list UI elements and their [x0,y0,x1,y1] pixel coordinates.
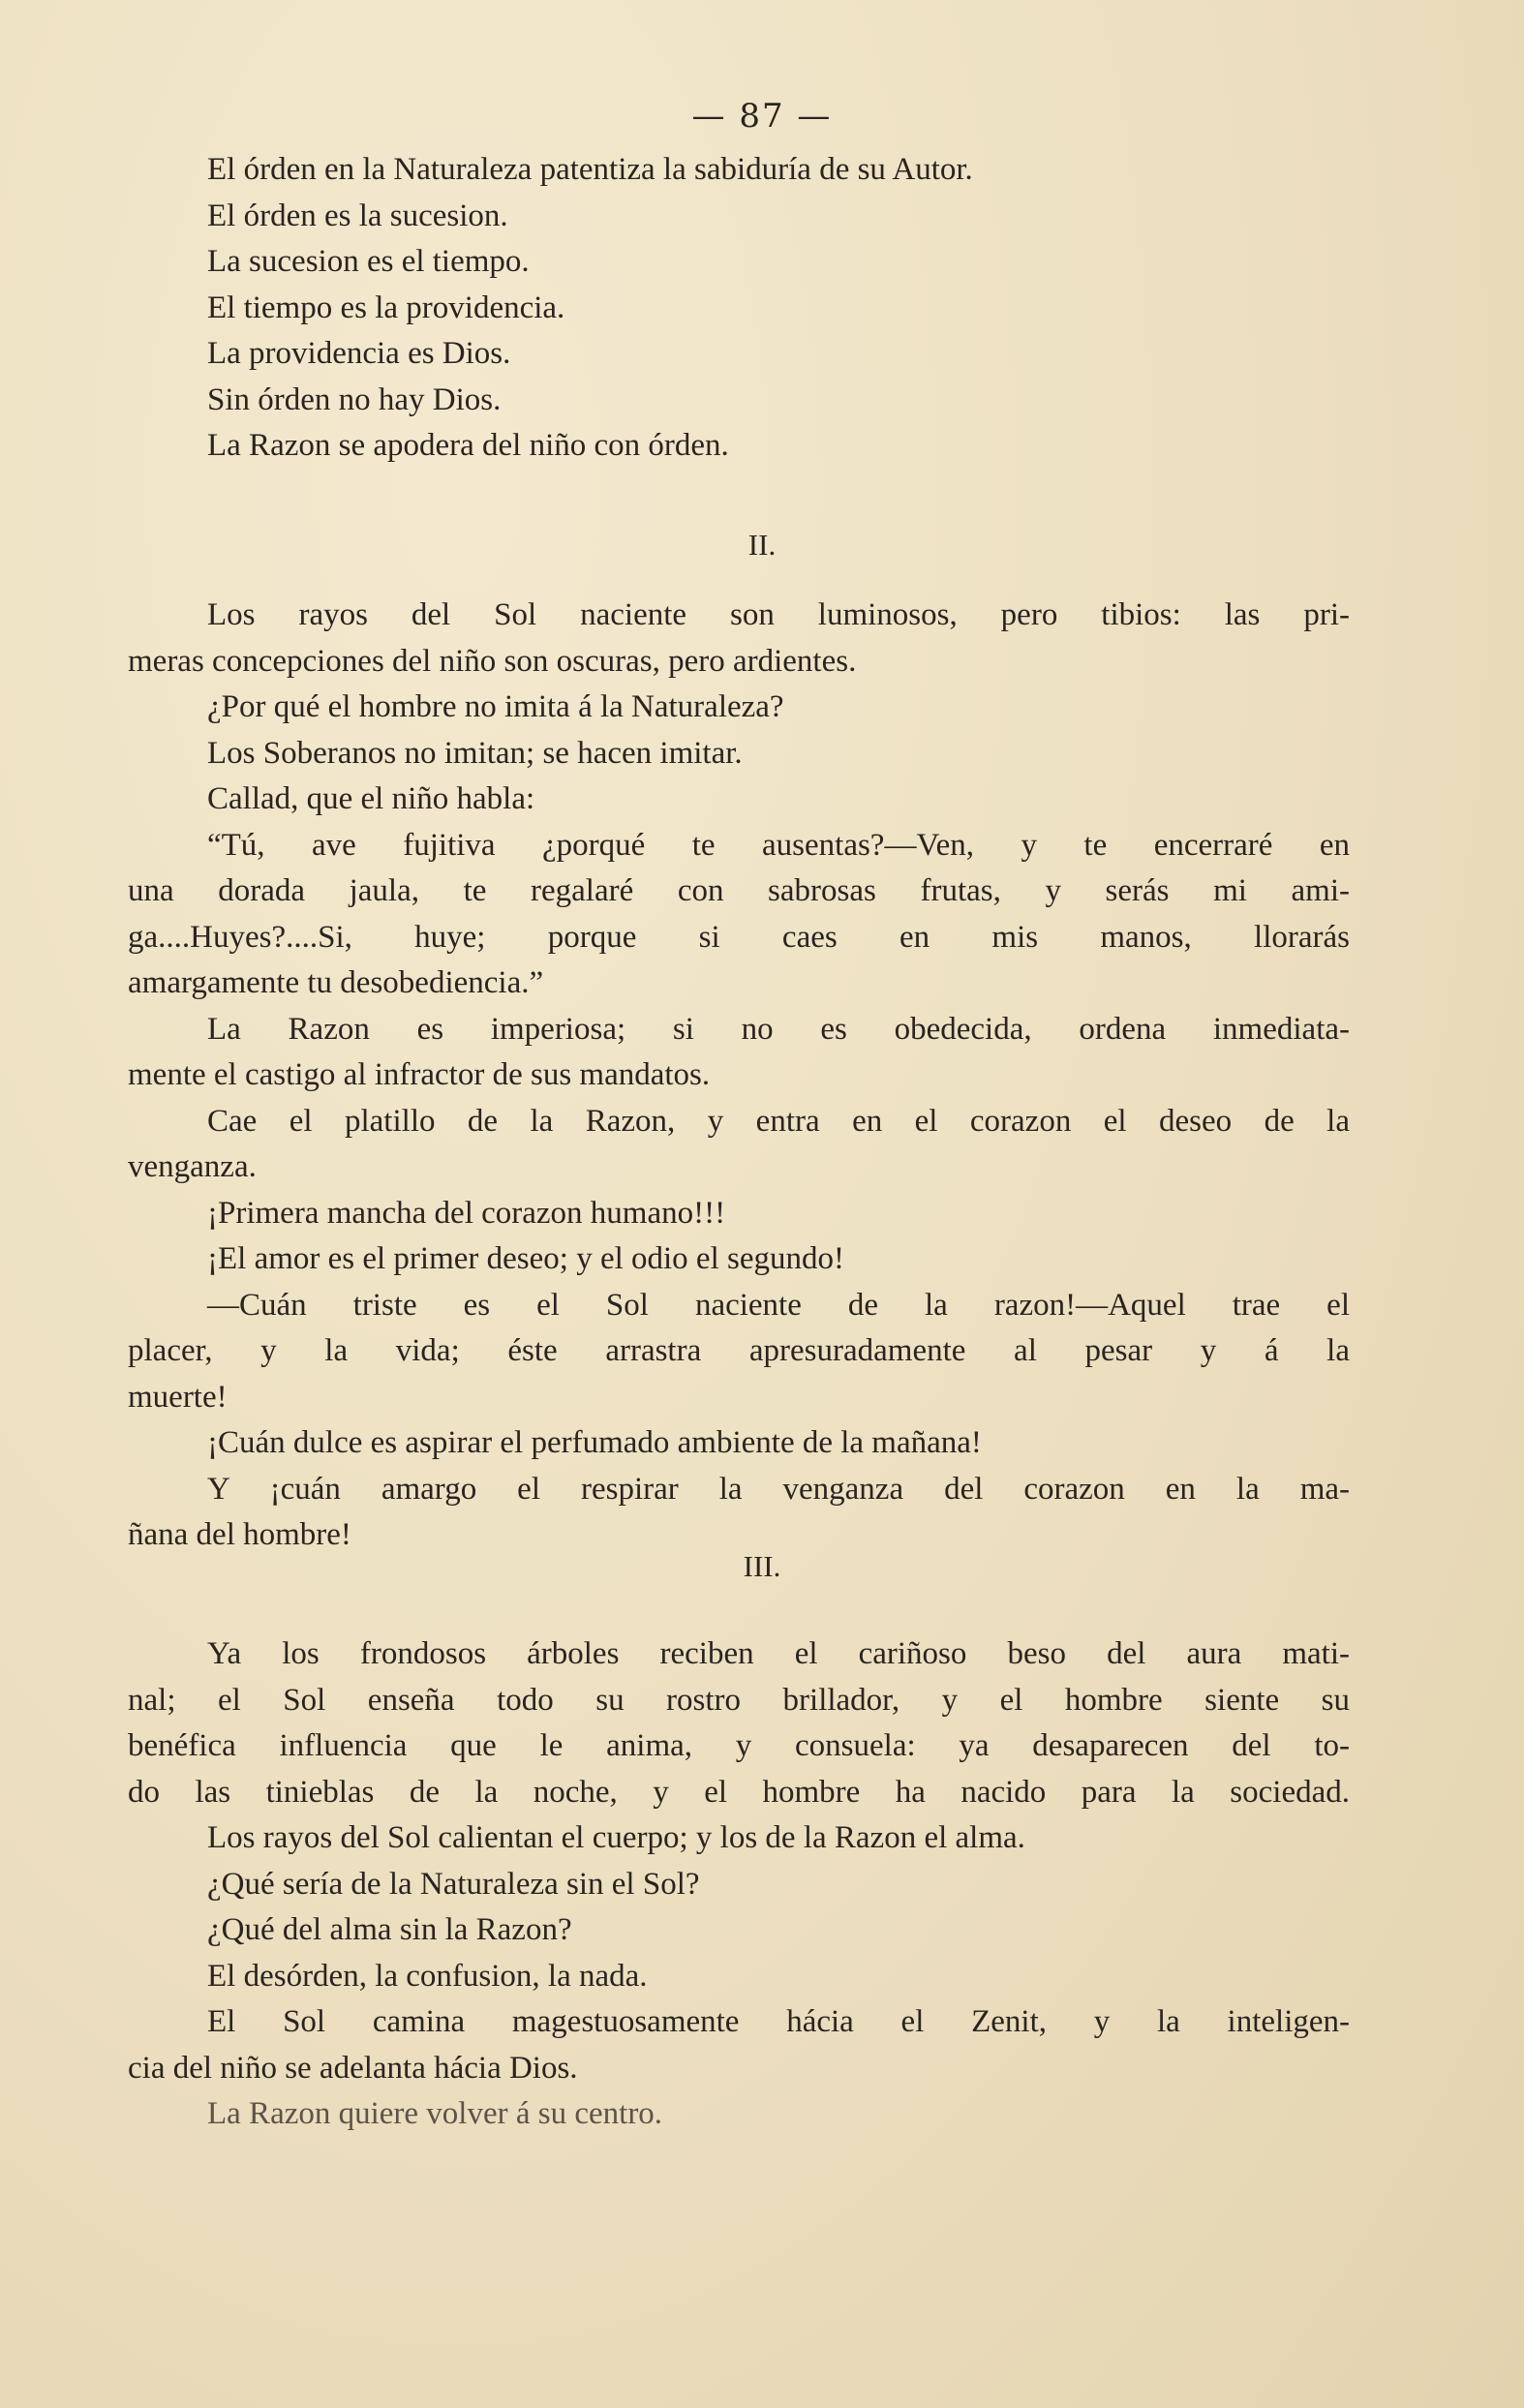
text-line: El tiempo es la providencia. [207,290,565,325]
text-line: Y ¡cuán amargo el respirar la venganza del corazon en la ma- [207,1471,1350,1507]
page-number: — 87 — [691,97,833,136]
text-line: ¡El amor es el primer deseo; y el odio el segundo! [207,1241,844,1276]
text-line: Los rayos del Sol naciente son luminosos, pero tibios: las pri- [207,597,1350,632]
text-line: amargamente tu desobediencia.” [128,965,544,1000]
text-line: Callad, que el niño habla: [207,781,535,816]
text-line: La Razon quiere volver á su centro. [207,2096,663,2131]
text-line: El desórden, la confusion, la nada. [207,1958,648,1994]
text-line: ¡Cuán dulce es aspirar el perfumado ambiente de la mañana! [207,1425,982,1460]
text-line: Los Soberanos no imitan; se hacen imitar. [207,735,743,771]
text-line: nal; el Sol enseña todo su rostro brillador, y el hombre siente su [128,1682,1350,1718]
text-line: Sin órden no hay Dios. [207,381,502,417]
text-line: El órden en la Naturaleza patentiza la sabiduría de su Autor. [207,152,973,187]
text-line: meras concepciones del niño son oscuras, pero ardientes. [128,643,857,679]
text-line: benéfica influencia que le anima, y consuela: ya desaparecen del to- [128,1728,1350,1763]
section-heading-three: III. [743,1549,781,1583]
text-line: El Sol camina magestuosamente hácia el Zenit, y la inteligen- [207,2004,1350,2039]
text-line: do las tinieblas de la noche, y el hombre ha nacido para la sociedad. [128,1774,1350,1810]
text-line: ¡Primera mancha del corazon humano!!! [207,1195,726,1231]
text-line: La Razon se apodera del niño con órden. [207,428,729,463]
text-line: una dorada jaula, te regalaré con sabrosas frutas, y serás mi ami- [128,873,1350,908]
text-line: Los rayos del Sol calientan el cuerpo; y los de la Razon el alma. [207,1820,1025,1855]
text-line: “Tú, ave fujitiva ¿porqué te ausentas?—Ven, y te encerraré en [207,827,1350,863]
text-line: El órden es la sucesion. [207,198,508,233]
section-two [128,593,1350,1559]
section-three [128,1631,1350,2138]
text-line: ga....Huyes?....Si, huye; porque si caes en mis manos, llorarás [128,919,1350,955]
text-line: ¿Por qué el hombre no imita á la Naturaleza? [207,689,784,724]
text-line: venganza. [128,1149,257,1184]
text-line: mente el castigo al infractor de sus mandatos. [128,1057,711,1092]
text-line: Ya los frondosos árboles reciben el cariñoso beso del aura mati- [207,1636,1350,1671]
text-line: La Razon es imperiosa; si no es obedecida, ordena inmediata- [207,1011,1350,1047]
text-line: placer, y la vida; éste arrastra apresuradamente al pesar y á la [128,1333,1350,1368]
section-one [128,147,1350,470]
section-heading-two: II. [747,528,777,562]
text-line: ñana del hombre! [128,1517,351,1552]
text-line: ¿Qué sería de la Naturaleza sin el Sol? [207,1866,700,1902]
text-line: La providencia es Dios. [207,336,511,371]
text-line: Cae el platillo de la Razon, y entra en el corazon el deseo de la [207,1103,1350,1139]
text-line: muerte! [128,1379,228,1415]
text-line: —Cuán triste es el Sol naciente de la razon!—Aquel trae el [207,1287,1350,1323]
text-line: La sucesion es el tiempo. [207,244,530,279]
text-line: cia del niño se adelanta hácia Dios. [128,2050,578,2086]
text-line: ¿Qué del alma sin la Razon? [207,1912,572,1947]
